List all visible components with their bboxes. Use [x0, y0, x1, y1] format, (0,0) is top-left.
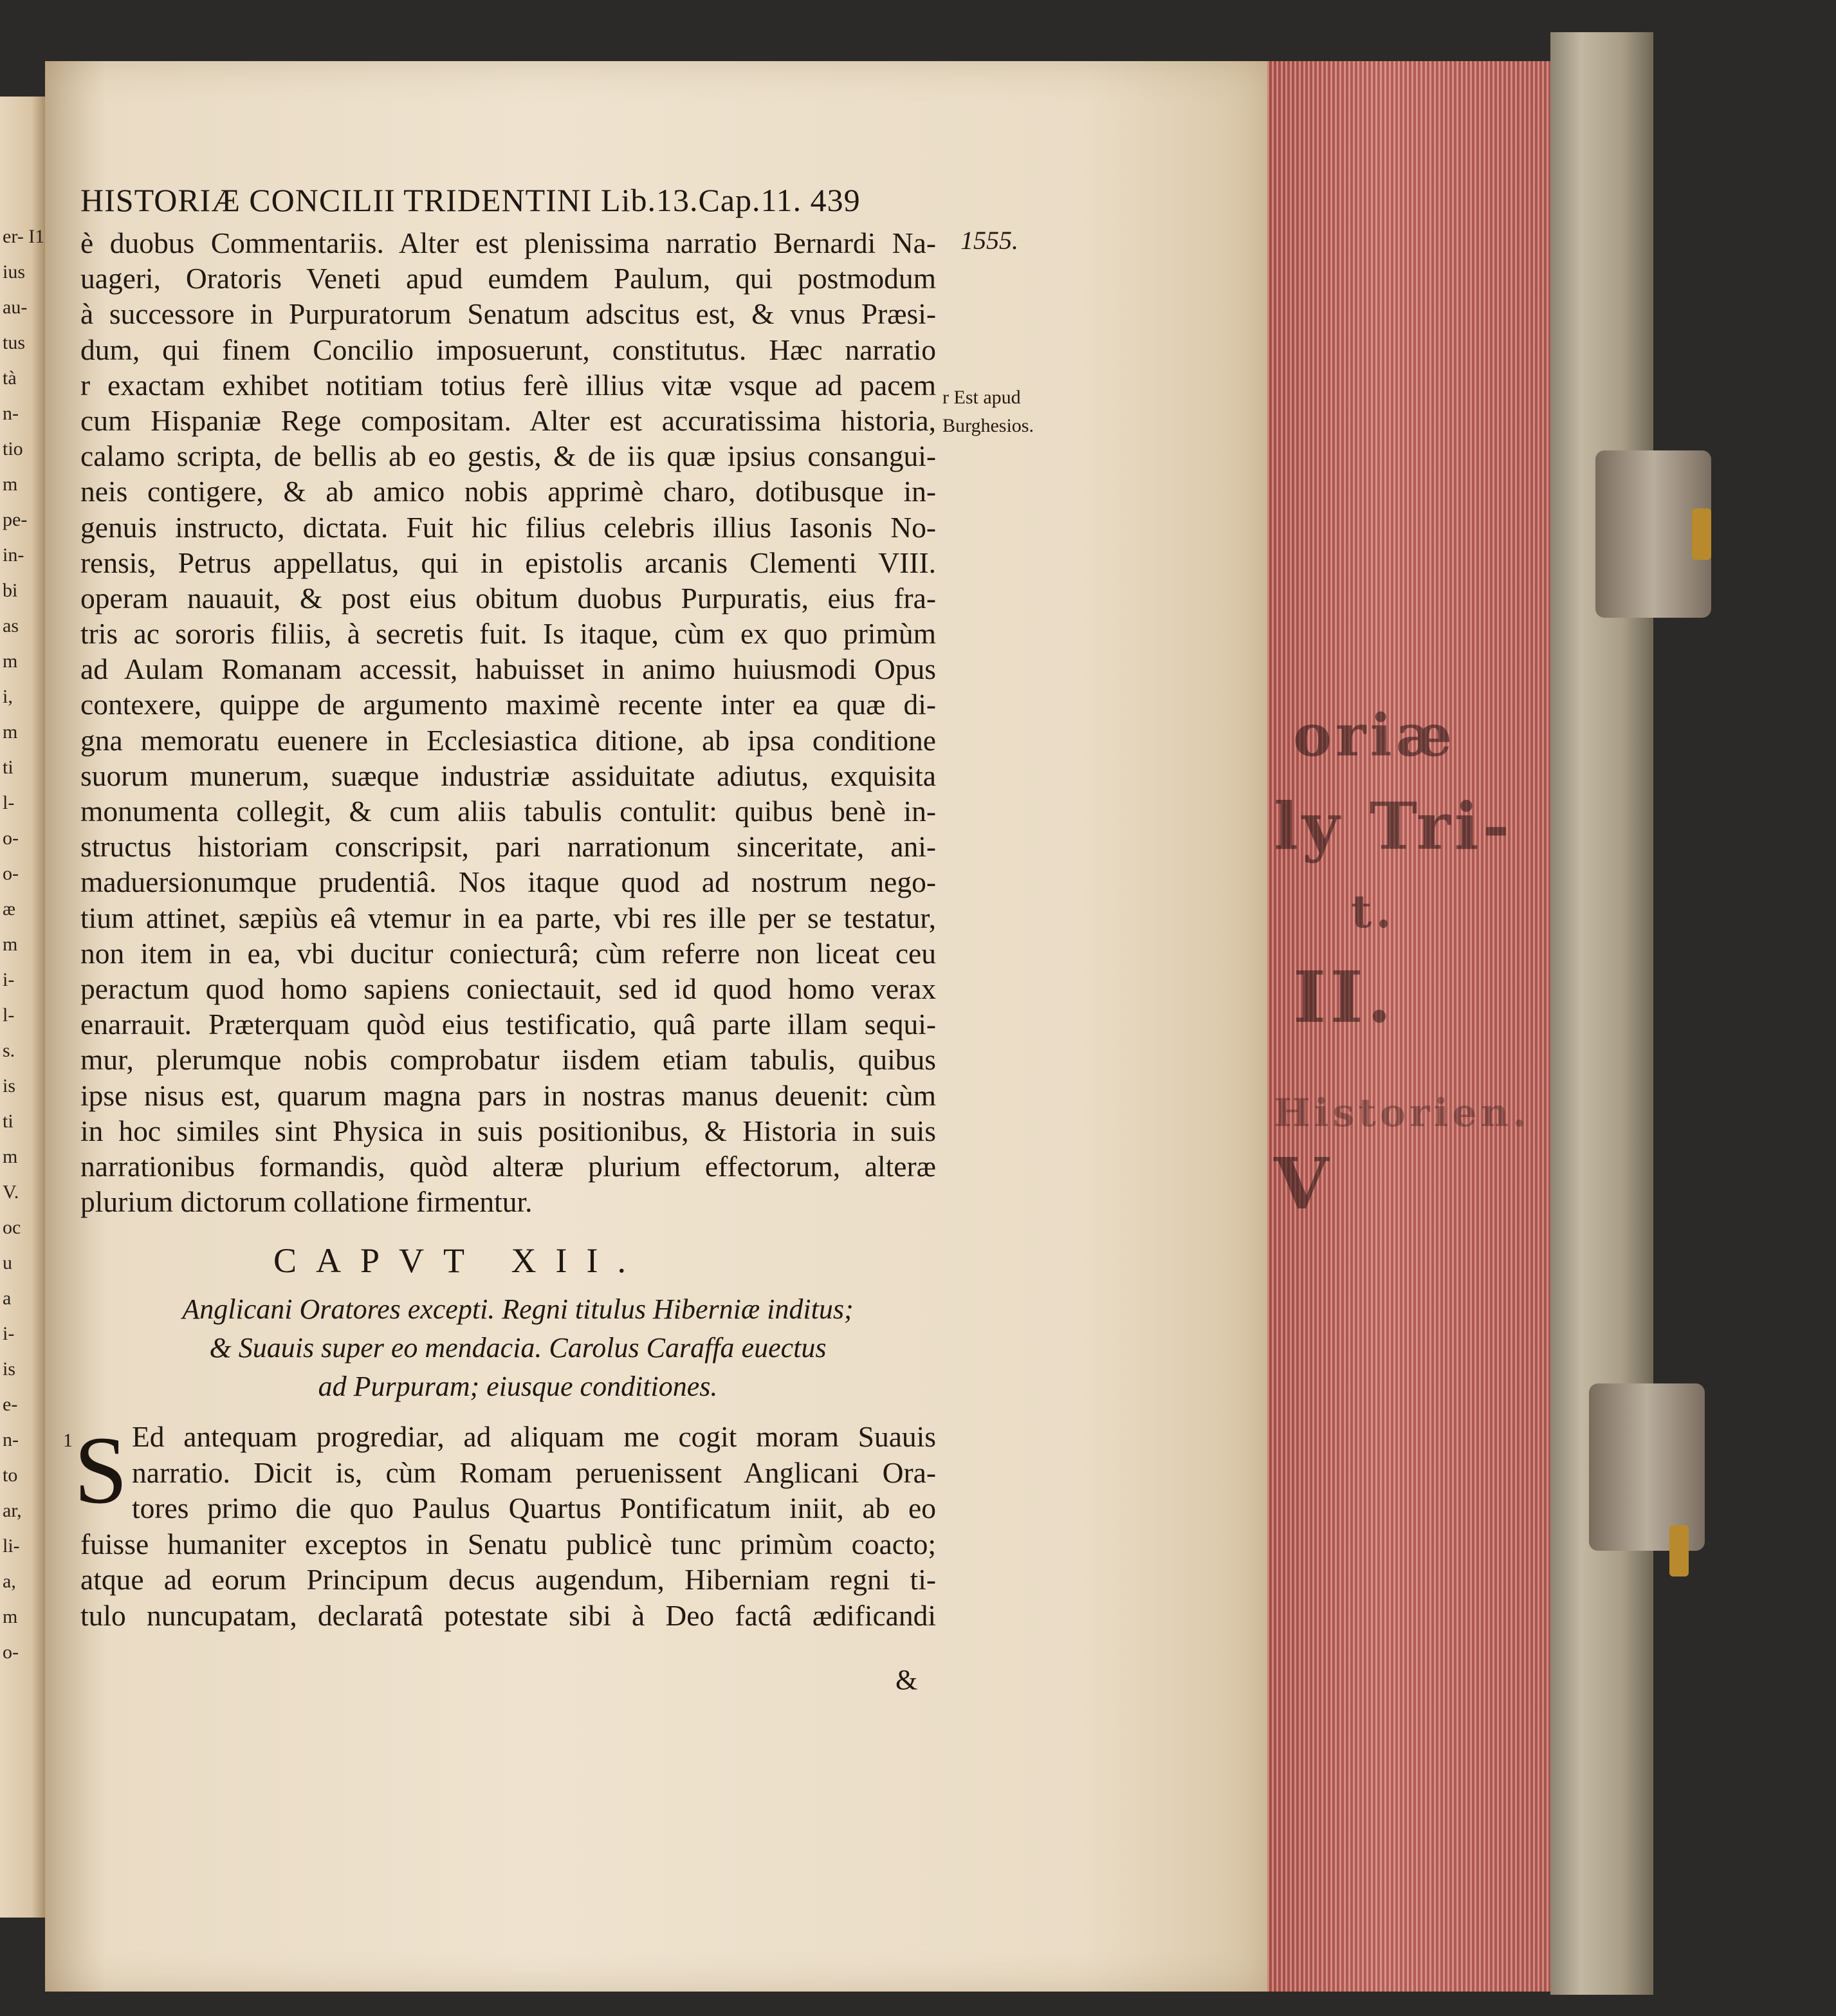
text-line: plurium dictorum collatione firmentur.: [80, 1185, 533, 1219]
text-line: mur, plerumque nobis comprobatur iisdem etiam tabulis, quibus: [80, 1043, 936, 1077]
left-page-fragment: er- I1: [3, 226, 45, 247]
text-line: suorum munerum, suæque industriæ assiduitate adiutus, exquisita: [80, 759, 936, 792]
text-line: enarrauit. Præterquam quòd eius testificatio, quâ parte illam sequi-: [80, 1008, 936, 1041]
summary-line: & Suauis super eo mendacia. Carolus Caraffa euectus: [209, 1332, 827, 1364]
text-line: structus historiam conscripsit, pari narrationum sinceritate, ani-: [80, 830, 936, 864]
left-page-fragment: au-: [3, 297, 28, 318]
text-line: non item in ea, vbi ducitur coniecturâ; cùm referre non liceat ceu: [80, 936, 936, 970]
text-line: contexere, quippe de argumento maximè recente inter ea quæ di-: [80, 688, 936, 721]
text-line: r exactam exhibet notitiam totius ferè illius vitæ vsque ad pacem: [80, 368, 936, 402]
text-line: monumenta collegit, & cum aliis tabulis contulit: quibus benè in-: [80, 795, 936, 828]
running-header: HISTORIÆ CONCILII TRIDENTINI Lib.13.Cap.11. 439: [80, 182, 861, 218]
cover-edge: [1550, 32, 1653, 1995]
left-page-fragment: in-: [3, 544, 24, 566]
left-page-fragment: l-: [3, 1004, 15, 1026]
left-page-fragment: i,: [3, 686, 13, 707]
left-page-fragment: is: [3, 1358, 16, 1380]
text-line: ad Aulam Romanam accessit, habuisset in animo huiusmodi Opus: [80, 652, 936, 686]
left-page-fragment: V.: [3, 1181, 19, 1203]
left-page-fragment: m: [3, 721, 18, 743]
clasp-bottom: [1589, 1383, 1705, 1551]
left-page-fragment: m: [3, 651, 18, 672]
fore-edge-mark: Historien.: [1274, 1091, 1530, 1136]
text-line: narrationibus formandis, quòd alteræ plurium effectorum, alteræ: [80, 1149, 936, 1183]
text-line: tores primo die quo Paulus Quartus Pontificatum iniit, ab eo: [132, 1492, 936, 1524]
left-page-fragment: i-: [3, 969, 15, 990]
summary-line: Anglicani Oratores excepti. Regni titulus Hiberniæ inditus;: [182, 1293, 854, 1325]
text-line: gna memoratu euenere in Ecclesiastica ditione, ab ipsa conditione: [80, 723, 936, 757]
clasp-pin: [1669, 1525, 1689, 1577]
left-page-fragment: n-: [3, 1429, 19, 1450]
text-line: maduersionumque prudentiâ. Nos itaque quod ad nostrum nego-: [80, 865, 936, 899]
text-line: è duobus Commentariis. Alter est plenissima narratio Bernardi Na-: [80, 227, 936, 259]
left-page-fragment: ar,: [3, 1500, 22, 1521]
left-page-fragment: a,: [3, 1571, 16, 1592]
text-line: cum Hispaniæ Rege compositam. Alter est accuratissima historia,: [80, 403, 936, 437]
left-page-fragment: is: [3, 1075, 16, 1096]
clasp-top: [1595, 450, 1711, 618]
left-page-fragment: o-: [3, 1641, 19, 1663]
left-page-fragment: s.: [3, 1040, 15, 1061]
text-line: operam nauauit, & post eius obitum duobus Purpuratis, eius fra-: [80, 581, 936, 615]
summary-line: ad Purpuram; eiusque conditiones.: [318, 1371, 718, 1402]
left-page-fragment: e-: [3, 1394, 18, 1415]
clasp-pin: [1692, 508, 1711, 560]
left-page-fragment: ius: [3, 261, 26, 282]
left-page-fragment: o-: [3, 828, 19, 849]
text-line: tulo nuncupatam, declaratâ potestate sibi à Deo factâ ædificandi: [80, 1598, 936, 1632]
text-line: peractum quod homo sapiens coniectauit, sed id quod homo verax: [80, 972, 936, 1005]
fore-edge-mark: t.: [1351, 885, 1395, 938]
fore-edge-mark: ly Tri-: [1274, 788, 1514, 864]
text-line: Ed antequam progrediar, ad aliquam me cogit moram Suauis: [132, 1420, 936, 1453]
left-page-fragment: tio: [3, 438, 23, 459]
margin-note: [942, 384, 1034, 440]
left-page-fragment: o-: [3, 863, 19, 884]
left-page-edge: [0, 97, 45, 1918]
left-page-fragment: ti: [3, 757, 14, 778]
chapter-title: CAPVT XII.: [273, 1241, 646, 1280]
paragraph-number: 1: [63, 1430, 73, 1451]
margin-note-line: r Est apud: [942, 387, 1021, 408]
left-page-fragment: as: [3, 615, 19, 636]
text-line: tium attinet, sæpiùs eâ vtemur in ea parte, vbi res ille per se testatur,: [80, 901, 936, 934]
body-text: [80, 225, 936, 1219]
left-page-fragment: m: [3, 474, 18, 495]
left-page-fragment: ti: [3, 1111, 14, 1132]
left-page-fragment: m: [3, 1606, 18, 1627]
text-line: narratio. Dicit is, cùm Romam peruenissent Anglicani Ora-: [132, 1456, 936, 1489]
text-line: fuisse humaniter exceptos in Senatu publicè tunc primùm coacto;: [80, 1527, 936, 1560]
paragraph: [80, 1419, 936, 1633]
catchword: &: [895, 1664, 918, 1696]
text-line: calamo scripta, de bellis ab eo gestis, & de iis quæ ipsius consangui-: [80, 439, 936, 473]
left-page-fragment: m: [3, 934, 18, 955]
left-page-fragment: a: [3, 1288, 12, 1309]
chapter-summary: [100, 1290, 936, 1406]
text-line: rensis, Petrus appellatus, qui in epistolis arcanis Clementi VIII.: [80, 546, 936, 579]
left-page-fragment: oc: [3, 1217, 21, 1238]
text-line: atque ad eorum Principum decus augendum, Hiberniam regni ti-: [80, 1563, 936, 1596]
text-line: à successore in Purpuratorum Senatum adscitus est, & vnus Præsi-: [80, 297, 936, 331]
left-page-fragment: to: [3, 1465, 18, 1486]
left-page-fragment: u: [3, 1252, 12, 1273]
fore-edge-mark: II.: [1293, 956, 1396, 1039]
text-line: neis contigere, & ab amico nobis apprimè charo, dotibusque in-: [80, 475, 936, 508]
margin-year: 1555.: [960, 226, 1018, 255]
fore-edge-mark: V: [1274, 1142, 1333, 1225]
text-line: uageri, Oratoris Veneti apud eumdem Paulum, qui postmodum: [80, 262, 936, 295]
fore-edge-mark: oriæ: [1293, 701, 1456, 770]
left-page-fragment: m: [3, 1146, 18, 1167]
fore-edge: [1267, 61, 1550, 1992]
left-page-fragment: tus: [3, 332, 26, 353]
drop-cap: S: [74, 1417, 128, 1524]
margin-note-line: Burghesios.: [942, 415, 1034, 436]
left-page-fragment: æ: [3, 898, 16, 920]
left-page-fragment: li-: [3, 1535, 20, 1557]
left-page-fragment: n-: [3, 403, 19, 424]
text-line: ipse nisus est, quarum magna pars in nostras manus deuenit: cùm: [80, 1078, 936, 1112]
left-page-fragment: l-: [3, 792, 15, 813]
text-line: in hoc similes sint Physica in suis positionibus, & Historia in suis: [80, 1114, 936, 1147]
left-page-fragment: bi: [3, 580, 18, 601]
left-page-fragment: tà: [3, 367, 17, 389]
text-line: dum, qui finem Concilio imposuerunt, constitutus. Hæc narratio: [80, 333, 936, 366]
text-line: tris ac sororis filiis, à secretis fuit. Is itaque, cùm ex quo primùm: [80, 617, 936, 651]
left-page-fragment: pe-: [3, 509, 28, 530]
left-page-fragment: i-: [3, 1323, 15, 1344]
text-line: genuis instructo, dictata. Fuit hic filius celebris illius Iasonis No-: [80, 510, 936, 544]
